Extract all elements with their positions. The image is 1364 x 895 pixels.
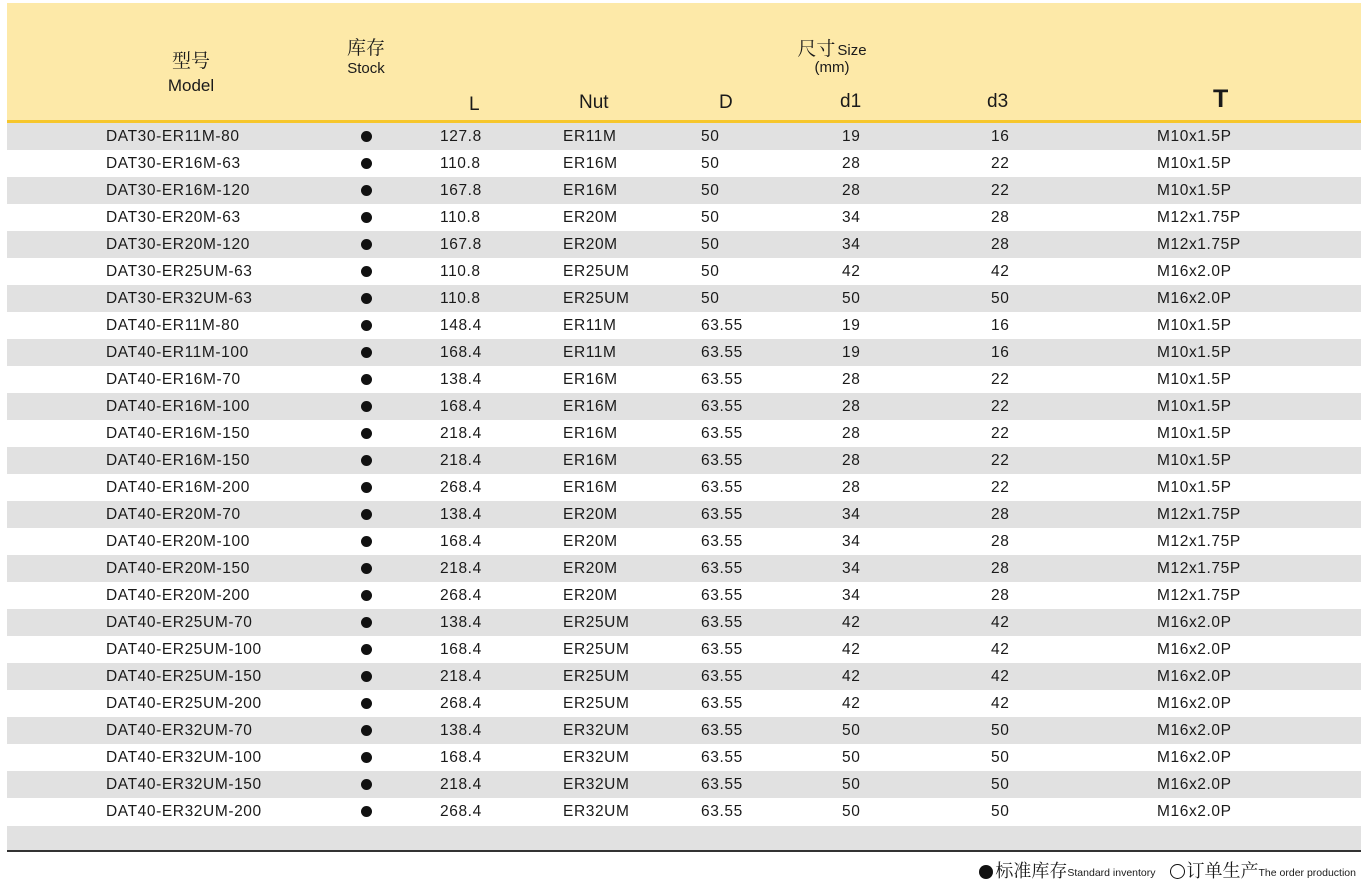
table-row: [7, 474, 1361, 501]
cell-nut: ER25UM: [563, 263, 630, 280]
cell-T: M10x1.5P: [1157, 182, 1232, 199]
cell-stock: [360, 582, 372, 609]
cell-nut: ER25UM: [563, 614, 630, 631]
cell-D: 50: [701, 290, 720, 307]
cell-stock: [360, 231, 372, 258]
cell-stock: [360, 717, 372, 744]
table-row: [7, 204, 1361, 231]
header-stock-zh: 库存: [346, 38, 385, 59]
cell-T: M10x1.5P: [1157, 371, 1232, 388]
cell-d3: 42: [991, 614, 1010, 631]
cell-nut: ER16M: [563, 155, 618, 172]
cell-d1: 34: [842, 533, 861, 550]
table-row: [7, 447, 1361, 474]
cell-model: DAT40-ER20M-150: [106, 560, 250, 577]
cell-nut: ER25UM: [563, 695, 630, 712]
cell-stock: [360, 123, 372, 150]
cell-L: 168.4: [440, 749, 482, 766]
cell-model: DAT30-ER11M-80: [106, 128, 240, 145]
cell-model: DAT40-ER25UM-200: [106, 695, 262, 712]
cell-T: M12x1.75P: [1157, 587, 1241, 604]
cell-d3: 16: [991, 128, 1010, 145]
cell-T: M12x1.75P: [1157, 560, 1241, 577]
cell-L: 148.4: [440, 317, 482, 334]
standard-inventory-dot-icon: [361, 725, 372, 736]
cell-D: 63.55: [701, 317, 743, 334]
cell-T: M12x1.75P: [1157, 209, 1241, 226]
cell-D: 50: [701, 209, 720, 226]
cell-stock: [360, 501, 372, 528]
cell-stock: [360, 150, 372, 177]
standard-inventory-dot-icon: [361, 644, 372, 655]
cell-model: DAT40-ER25UM-70: [106, 614, 253, 631]
cell-model: DAT30-ER20M-120: [106, 236, 250, 253]
cell-T: M16x2.0P: [1157, 290, 1232, 307]
cell-d3: 50: [991, 722, 1010, 739]
cell-d3: 28: [991, 587, 1010, 604]
header-size-zh: 尺寸: [797, 39, 836, 60]
cell-L: 110.8: [440, 155, 481, 172]
cell-nut: ER32UM: [563, 776, 630, 793]
cell-nut: ER16M: [563, 479, 618, 496]
cell-d3: 28: [991, 209, 1010, 226]
cell-d3: 42: [991, 695, 1010, 712]
cell-d1: 19: [842, 128, 861, 145]
cell-model: DAT40-ER32UM-200: [106, 803, 262, 820]
header-col-L: L: [469, 94, 480, 115]
cell-model: DAT30-ER20M-63: [106, 209, 241, 226]
cell-model: DAT30-ER16M-120: [106, 182, 250, 199]
cell-L: 268.4: [440, 803, 482, 820]
cell-model: DAT40-ER11M-100: [106, 344, 249, 361]
cell-L: 168.4: [440, 398, 482, 415]
legend-order-zh: 订单生产: [1186, 861, 1259, 881]
cell-nut: ER20M: [563, 236, 618, 253]
cell-stock: [360, 393, 372, 420]
cell-model: DAT40-ER11M-80: [106, 317, 240, 334]
cell-d1: 28: [842, 371, 861, 388]
cell-stock: [360, 636, 372, 663]
cell-T: M10x1.5P: [1157, 155, 1232, 172]
cell-nut: ER11M: [563, 128, 617, 145]
table-row: [7, 312, 1361, 339]
cell-nut: ER32UM: [563, 803, 630, 820]
cell-L: 168.4: [440, 533, 482, 550]
cell-d1: 28: [842, 479, 861, 496]
cell-L: 110.8: [440, 263, 481, 280]
cell-L: 268.4: [440, 587, 482, 604]
cell-T: M10x1.5P: [1157, 452, 1232, 469]
cell-nut: ER16M: [563, 425, 618, 442]
cell-D: 63.55: [701, 668, 743, 685]
cell-nut: ER11M: [563, 317, 617, 334]
table-row: [7, 582, 1361, 609]
cell-nut: ER20M: [563, 587, 618, 604]
cell-T: M16x2.0P: [1157, 749, 1232, 766]
cell-model: DAT40-ER20M-70: [106, 506, 241, 523]
table-end-band: [7, 826, 1361, 850]
cell-T: M16x2.0P: [1157, 803, 1232, 820]
cell-model: DAT40-ER32UM-70: [106, 722, 253, 739]
standard-inventory-dot-icon: [361, 374, 372, 385]
cell-D: 50: [701, 155, 720, 172]
cell-d1: 50: [842, 776, 861, 793]
cell-d3: 22: [991, 479, 1010, 496]
table-row: [7, 636, 1361, 663]
table-row: [7, 717, 1361, 744]
cell-L: 110.8: [440, 209, 481, 226]
cell-d3: 28: [991, 560, 1010, 577]
cell-stock: [360, 204, 372, 231]
cell-d3: 42: [991, 668, 1010, 685]
cell-stock: [360, 258, 372, 285]
cell-stock: [360, 555, 372, 582]
cell-d3: 50: [991, 776, 1010, 793]
cell-T: M10x1.5P: [1157, 398, 1232, 415]
header-col-nut: Nut: [579, 92, 609, 113]
cell-stock: [360, 447, 372, 474]
standard-inventory-dot-icon: [361, 698, 372, 709]
legend-standard-en: Standard inventory: [1067, 867, 1156, 879]
cell-d1: 42: [842, 695, 861, 712]
cell-stock: [360, 771, 372, 798]
legend: [979, 858, 1356, 882]
table-header: [7, 3, 1361, 120]
cell-stock: [360, 663, 372, 690]
cell-nut: ER32UM: [563, 749, 630, 766]
cell-d3: 22: [991, 452, 1010, 469]
cell-model: DAT40-ER20M-200: [106, 587, 250, 604]
cell-d1: 34: [842, 236, 861, 253]
header-model: [7, 52, 375, 94]
table-row: [7, 771, 1361, 798]
cell-D: 63.55: [701, 506, 743, 523]
cell-T: M12x1.75P: [1157, 506, 1241, 523]
cell-d3: 28: [991, 506, 1010, 523]
standard-inventory-dot-icon: [361, 509, 372, 520]
cell-L: 218.4: [440, 668, 482, 685]
cell-d1: 34: [842, 506, 861, 523]
table-row: [7, 366, 1361, 393]
cell-d3: 42: [991, 641, 1010, 658]
cell-d1: 19: [842, 344, 861, 361]
cell-T: M16x2.0P: [1157, 614, 1232, 631]
header-size: [767, 40, 897, 76]
cell-D: 63.55: [701, 587, 743, 604]
standard-inventory-dot-icon: [361, 293, 372, 304]
cell-d3: 50: [991, 749, 1010, 766]
header-model-en: Model: [167, 76, 215, 95]
cell-nut: ER25UM: [563, 668, 630, 685]
legend-order-en: The order production: [1258, 867, 1356, 879]
cell-stock: [360, 366, 372, 393]
table-row: [7, 420, 1361, 447]
cell-stock: [360, 528, 372, 555]
cell-L: 138.4: [440, 614, 482, 631]
cell-D: 63.55: [701, 398, 743, 415]
cell-D: 63.55: [701, 803, 743, 820]
cell-model: DAT30-ER16M-63: [106, 155, 241, 172]
cell-D: 63.55: [701, 371, 743, 388]
cell-nut: ER16M: [563, 398, 618, 415]
table-row: [7, 609, 1361, 636]
cell-d3: 22: [991, 155, 1010, 172]
cell-d3: 22: [991, 371, 1010, 388]
cell-model: DAT40-ER16M-150: [106, 425, 250, 442]
cell-T: M10x1.5P: [1157, 479, 1232, 496]
cell-d3: 16: [991, 344, 1010, 361]
cell-d3: 50: [991, 803, 1010, 820]
cell-d3: 22: [991, 425, 1010, 442]
standard-inventory-dot-icon: [361, 617, 372, 628]
standard-inventory-dot-icon: [361, 320, 372, 331]
standard-inventory-dot-icon: [361, 347, 372, 358]
cell-T: M16x2.0P: [1157, 263, 1232, 280]
header-col-d1: d1: [840, 91, 862, 112]
cell-nut: ER25UM: [563, 641, 630, 658]
cell-stock: [360, 690, 372, 717]
table-row: [7, 555, 1361, 582]
cell-d3: 50: [991, 290, 1010, 307]
header-col-D: D: [719, 92, 733, 113]
cell-model: DAT40-ER32UM-150: [106, 776, 262, 793]
cell-d1: 50: [842, 290, 861, 307]
filled-dot-icon: [979, 865, 993, 879]
cell-D: 50: [701, 236, 720, 253]
standard-inventory-dot-icon: [361, 671, 372, 682]
cell-stock: [360, 285, 372, 312]
cell-nut: ER16M: [563, 452, 618, 469]
cell-L: 218.4: [440, 425, 482, 442]
table-row: [7, 231, 1361, 258]
cell-stock: [360, 609, 372, 636]
cell-d1: 42: [842, 641, 861, 658]
table-row: [7, 123, 1361, 150]
legend-standard-zh: 标准库存: [995, 861, 1068, 881]
cell-d1: 28: [842, 452, 861, 469]
cell-D: 50: [701, 128, 720, 145]
table-row: [7, 285, 1361, 312]
table-row: [7, 798, 1361, 825]
standard-inventory-dot-icon: [361, 590, 372, 601]
cell-d1: 34: [842, 587, 861, 604]
cell-L: 268.4: [440, 695, 482, 712]
cell-nut: ER20M: [563, 209, 618, 226]
standard-inventory-dot-icon: [361, 455, 372, 466]
cell-d1: 34: [842, 209, 861, 226]
table-row: [7, 150, 1361, 177]
cell-model: DAT40-ER16M-70: [106, 371, 241, 388]
header-col-d3: d3: [987, 91, 1009, 112]
standard-inventory-dot-icon: [361, 482, 372, 493]
standard-inventory-dot-icon: [361, 185, 372, 196]
cell-D: 63.55: [701, 425, 743, 442]
standard-inventory-dot-icon: [361, 536, 372, 547]
cell-model: DAT40-ER25UM-100: [106, 641, 262, 658]
standard-inventory-dot-icon: [361, 239, 372, 250]
table-row: [7, 663, 1361, 690]
cell-d1: 50: [842, 749, 861, 766]
cell-T: M10x1.5P: [1157, 344, 1232, 361]
cell-T: M16x2.0P: [1157, 641, 1232, 658]
cell-T: M16x2.0P: [1157, 776, 1232, 793]
cell-stock: [360, 420, 372, 447]
cell-d1: 28: [842, 425, 861, 442]
standard-inventory-dot-icon: [361, 428, 372, 439]
table-row: [7, 258, 1361, 285]
header-size-en: Size: [837, 42, 867, 59]
open-circle-icon: [1170, 864, 1185, 879]
standard-inventory-dot-icon: [361, 752, 372, 763]
cell-L: 138.4: [440, 722, 482, 739]
cell-L: 110.8: [440, 290, 481, 307]
cell-model: DAT30-ER32UM-63: [106, 290, 253, 307]
cell-model: DAT40-ER16M-150: [106, 452, 250, 469]
cell-L: 167.8: [440, 236, 482, 253]
cell-L: 138.4: [440, 506, 482, 523]
cell-d1: 42: [842, 263, 861, 280]
cell-T: M16x2.0P: [1157, 722, 1232, 739]
cell-T: M12x1.75P: [1157, 533, 1241, 550]
cell-L: 138.4: [440, 371, 482, 388]
cell-nut: ER11M: [563, 344, 617, 361]
cell-nut: ER25UM: [563, 290, 630, 307]
cell-d3: 28: [991, 533, 1010, 550]
header-stock: [326, 39, 406, 77]
table-row: [7, 528, 1361, 555]
table-row: [7, 744, 1361, 771]
cell-D: 63.55: [701, 533, 743, 550]
cell-L: 168.4: [440, 344, 482, 361]
cell-D: 63.55: [701, 641, 743, 658]
header-model-zh: 型号: [171, 51, 210, 72]
table-row: [7, 177, 1361, 204]
cell-model: DAT40-ER32UM-100: [106, 749, 262, 766]
table-row: [7, 690, 1361, 717]
cell-d1: 50: [842, 722, 861, 739]
standard-inventory-dot-icon: [361, 779, 372, 790]
cell-stock: [360, 312, 372, 339]
cell-model: DAT40-ER25UM-150: [106, 668, 262, 685]
cell-T: M10x1.5P: [1157, 317, 1232, 334]
cell-D: 63.55: [701, 452, 743, 469]
cell-L: 168.4: [440, 641, 482, 658]
cell-d1: 28: [842, 182, 861, 199]
cell-d1: 42: [842, 668, 861, 685]
cell-D: 63.55: [701, 614, 743, 631]
header-col-T: T: [1213, 85, 1229, 113]
cell-d3: 42: [991, 263, 1010, 280]
cell-nut: ER16M: [563, 182, 618, 199]
cell-L: 268.4: [440, 479, 482, 496]
cell-T: M12x1.75P: [1157, 236, 1241, 253]
cell-stock: [360, 339, 372, 366]
cell-d3: 28: [991, 236, 1010, 253]
cell-D: 63.55: [701, 776, 743, 793]
cell-T: M10x1.5P: [1157, 128, 1232, 145]
standard-inventory-dot-icon: [361, 212, 372, 223]
standard-inventory-dot-icon: [361, 266, 372, 277]
cell-model: DAT40-ER16M-200: [106, 479, 250, 496]
table-row: [7, 501, 1361, 528]
cell-model: DAT40-ER20M-100: [106, 533, 250, 550]
table-row: [7, 339, 1361, 366]
cell-d1: 28: [842, 398, 861, 415]
cell-D: 63.55: [701, 695, 743, 712]
standard-inventory-dot-icon: [361, 158, 372, 169]
cell-d3: 22: [991, 398, 1010, 415]
table-body: [7, 123, 1361, 825]
standard-inventory-dot-icon: [361, 806, 372, 817]
cell-nut: ER16M: [563, 371, 618, 388]
cell-L: 218.4: [440, 452, 482, 469]
header-size-unit: (mm): [814, 59, 850, 76]
cell-nut: ER20M: [563, 506, 618, 523]
table-bottom-rule: [7, 850, 1361, 852]
cell-L: 218.4: [440, 560, 482, 577]
table-row: [7, 393, 1361, 420]
cell-model: DAT40-ER16M-100: [106, 398, 250, 415]
cell-d1: 19: [842, 317, 861, 334]
cell-T: M10x1.5P: [1157, 425, 1232, 442]
cell-L: 218.4: [440, 776, 482, 793]
cell-nut: ER20M: [563, 533, 618, 550]
cell-nut: ER20M: [563, 560, 618, 577]
cell-d1: 42: [842, 614, 861, 631]
cell-T: M16x2.0P: [1157, 668, 1232, 685]
cell-D: 63.55: [701, 479, 743, 496]
cell-stock: [360, 177, 372, 204]
cell-d1: 50: [842, 803, 861, 820]
cell-D: 50: [701, 182, 720, 199]
cell-d1: 28: [842, 155, 861, 172]
cell-T: M16x2.0P: [1157, 695, 1232, 712]
cell-model: DAT30-ER25UM-63: [106, 263, 253, 280]
cell-D: 63.55: [701, 722, 743, 739]
cell-stock: [360, 474, 372, 501]
cell-stock: [360, 744, 372, 771]
header-stock-en: Stock: [347, 60, 385, 77]
cell-stock: [360, 798, 372, 825]
cell-D: 63.55: [701, 749, 743, 766]
cell-d1: 34: [842, 560, 861, 577]
cell-d3: 16: [991, 317, 1010, 334]
cell-L: 167.8: [440, 182, 482, 199]
cell-nut: ER32UM: [563, 722, 630, 739]
cell-d3: 22: [991, 182, 1010, 199]
standard-inventory-dot-icon: [361, 131, 372, 142]
standard-inventory-dot-icon: [361, 563, 372, 574]
cell-L: 127.8: [440, 128, 482, 145]
cell-D: 63.55: [701, 344, 743, 361]
cell-D: 50: [701, 263, 720, 280]
standard-inventory-dot-icon: [361, 401, 372, 412]
cell-D: 63.55: [701, 560, 743, 577]
